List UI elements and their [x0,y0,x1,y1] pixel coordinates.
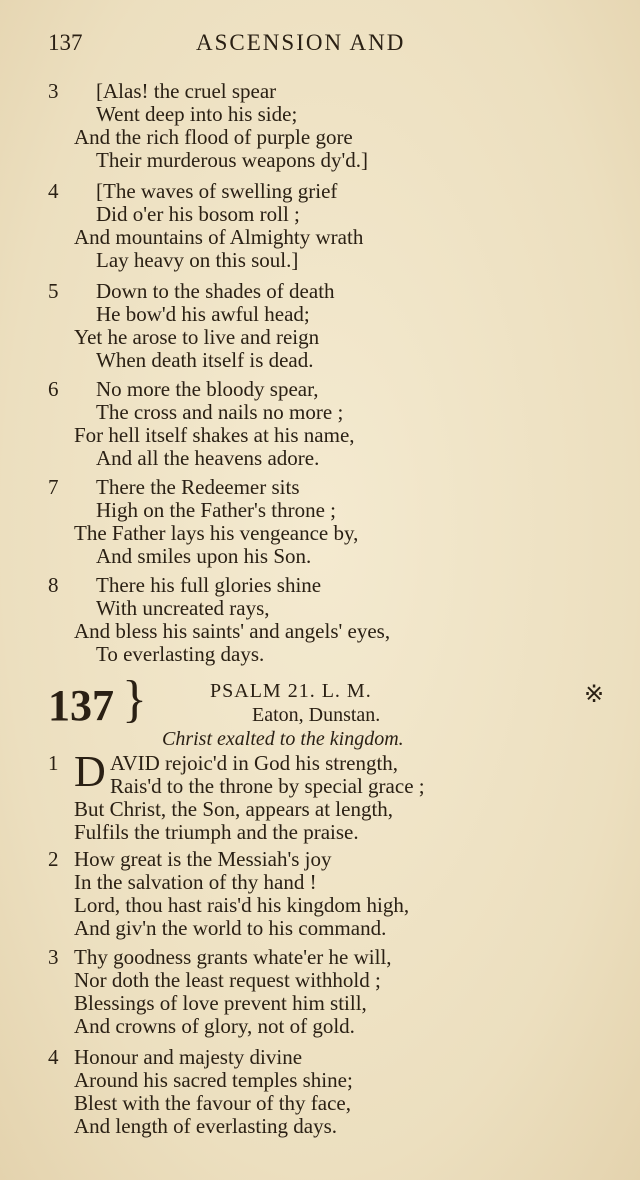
verse-line: Their murderous weapons dy'd.] [96,148,369,172]
verse-line: No more the bloody spear, [96,377,319,401]
verse-line: With uncreated rays, [96,596,270,620]
verse-line: And smiles upon his Son. [96,544,312,568]
verse-line: He bow'd his awful head; [96,302,310,326]
verse-line: AVID rejoic'd in God his strength, [110,751,399,775]
verse-line: And all the heavens adore. [96,446,320,470]
stanza-number: 3 [48,945,59,969]
stanza-number: 4 [48,1045,59,1069]
verse-line: And the rich flood of purple gore [74,125,353,149]
hymn-number: 137 [48,681,114,730]
verse-line: But Christ, the Son, appears at length, [74,797,394,821]
verse-line: The Father lays his vengeance by, [74,521,359,545]
stanza-number: 1 [48,751,59,775]
verse-line: The cross and nails no more ; [96,400,344,424]
verse-line: There his full glories shine [96,573,322,597]
verse-line: Blessings of love prevent him still, [74,991,367,1015]
verse-line: Did o'er his bosom roll ; [96,202,300,226]
verse-line: How great is the Messiah's joy [74,847,332,871]
stanza-number: 7 [48,475,59,499]
verse-line: [The waves of swelling grief [96,179,338,203]
drop-cap: D [74,747,106,796]
stanza-number: 4 [48,179,59,203]
verse-line: Down to the shades of death [96,279,335,303]
stanza-number: 8 [48,573,59,597]
ornament-mark: ※ [584,682,605,708]
page-header [48,30,608,64]
verse-line: When death itself is dead. [96,348,314,372]
page-number: 137 [48,30,83,55]
verse-line: And mountains of Almighty wrath [74,225,364,249]
stanza-number: 6 [48,377,59,401]
verse-line: To everlasting days. [96,642,265,666]
verse-line: High on the Father's throne ; [96,498,336,522]
verse-line: Went deep into his side; [96,102,298,126]
verse-line: [Alas! the cruel spear [96,79,277,103]
verse-line: Nor doth the least request withhold ; [74,968,381,992]
verse-line: For hell itself shakes at his name, [74,423,355,447]
stanza-number: 2 [48,847,59,871]
verse-line: Around his sacred temples shine; [74,1068,353,1092]
verse-line: There the Redeemer sits [96,475,300,499]
verse-line: Thy goodness grants whate'er he will, [74,945,392,969]
stanza-number: 5 [48,279,59,303]
verse-line: In the salvation of thy hand ! [74,870,317,894]
running-title: ASCENSION AND [196,30,406,55]
psalm-meter: PSALM 21. L. M. [210,680,372,702]
verse-line: And giv'n the world to his command. [74,916,387,940]
verse-line: Blest with the favour of thy face, [74,1091,351,1115]
verse-line: And crowns of glory, not of gold. [74,1014,355,1038]
stanza-number: 3 [48,79,59,103]
verse-line: Fulfils the triumph and the praise. [74,820,359,844]
tune-names: Eaton, Dunstan. [252,704,381,726]
verse-line: Lay heavy on this soul.] [96,248,299,272]
verse-line: Yet he arose to live and reign [74,325,320,349]
brace-glyph: } [122,671,147,728]
verse-line: And bless his saints' and angels' eyes, [74,619,391,643]
verse-line: Rais'd to the throne by special grace ; [110,774,425,798]
verse-line: Honour and majesty divine [74,1045,303,1069]
verse-line: And length of everlasting days. [74,1114,338,1138]
verse-line: Lord, thou hast rais'd his kingdom high, [74,893,410,917]
hymn-subject: Christ exalted to the kingdom. [162,728,404,750]
